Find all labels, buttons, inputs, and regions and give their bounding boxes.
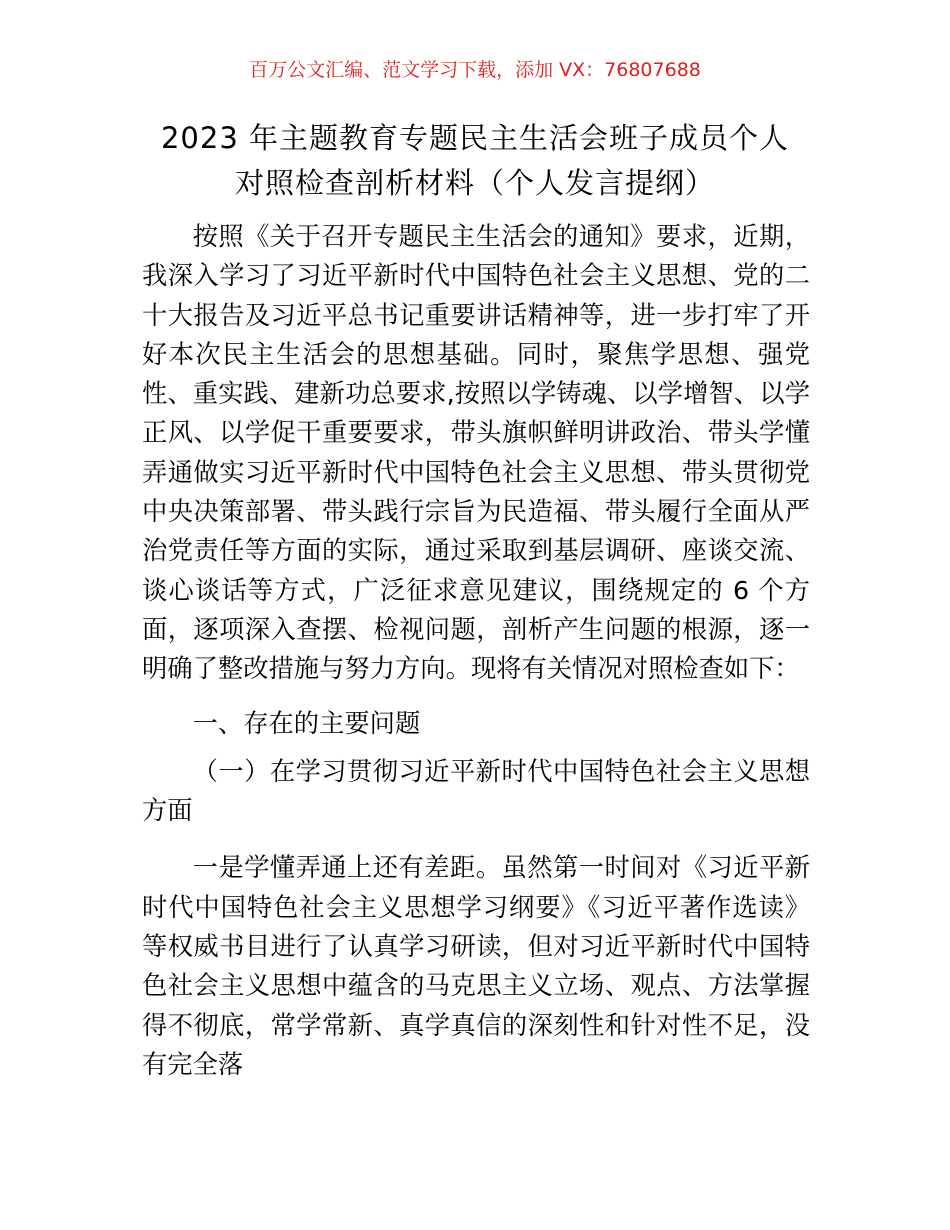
document-title — [100, 116, 850, 206]
section-heading: 一、存在的主要问题 — [192, 708, 421, 738]
intro-paragraph: 按照《关于召开专题民主生活会的通知》要求，近期，我深入学习了习近平新时代中国特色社会主义思想、党的二十大报告及习近平总书记重要讲话精神等，进一步打牢了开好本次民主生活会的思想基础。同时，聚焦学思想、强党性、重实践、建新功总要求,按照以学铸魂、以学增智、以学正风、以学促干重要要求，带头旗帜鲜明讲政治、带头学懂弄通做实习近平新时代中国特色社会主义思想、带头贯彻党中央决策部署、带头践行宗旨为民造福、带头履行全面从严治党责任等方面的实际，通过采取到基层调研、座谈交流、谈心谈话等方式，广泛征求意见建议，围绕规定的 6 个方面，逐项深入查摆、检视问题，剖析产生问题的根源，逐一明确了整改措施与努力方向。现将有关情况对照检查如下： — [142, 222, 810, 684]
watermark-banner: 百万公文汇编、范文学习下载，添加 VX：76807688 — [249, 59, 701, 81]
body-paragraph: 一是学懂弄通上还有差距。虽然第一时间对《习近平新时代中国特色社会主义思想学习纲要》《习近平著作选读》等权威书目进行了认真学习研读，但对习近平新时代中国特色社会主义思想中蕴含的马克思主义立场、观点、方法掌握得不彻底，常学常新、真学真信的深刻性和针对性不足，没有完全落 — [142, 853, 810, 1079]
title-line-1: 2023 年主题教育专题民主生活会班子成员个人 — [160, 121, 790, 155]
subsection-heading: （一）在学习贯彻习近平新时代中国特色社会主义思想方面 — [142, 756, 810, 826]
title-line-2: 对照检查剖析材料（个人发言提纲） — [234, 166, 715, 200]
document-body — [142, 217, 810, 1084]
